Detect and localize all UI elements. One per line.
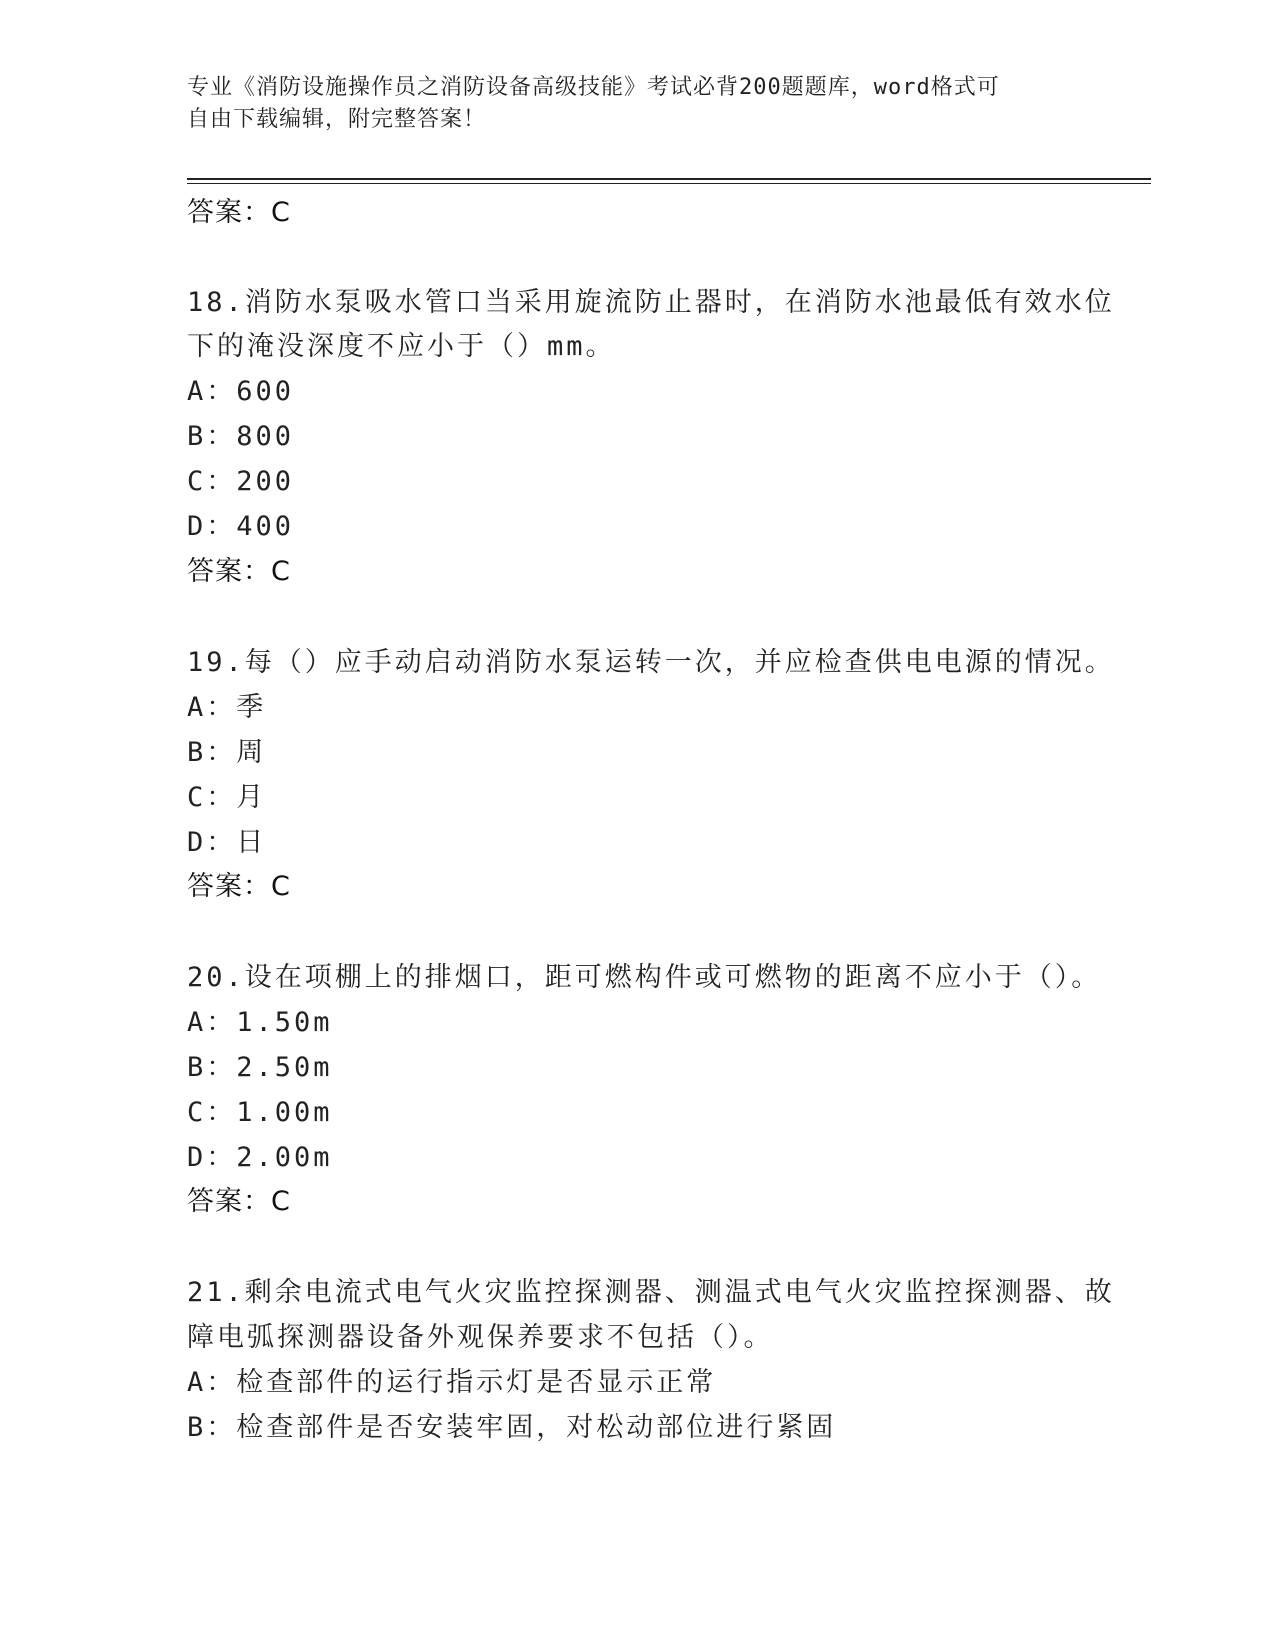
- question-20-stem-line-1: 20.设在项棚上的排烟口，距可燃构件或可燃物的距离不应小于（）。: [187, 962, 1102, 993]
- question-19-option-b: B：周: [187, 737, 267, 768]
- header-rule-thin: [187, 183, 1151, 184]
- question-21-stem-line-1: 21.剩余电流式电气火灾监控探测器、测温式电气火灾监控探测器、故: [187, 1277, 1115, 1308]
- question-20-option-a: A：1.50m: [187, 1007, 333, 1038]
- question-19-option-d: D：日: [187, 827, 267, 858]
- question-18-option-d: D：400: [187, 511, 295, 542]
- question-20-answer: 答案：C: [187, 1186, 291, 1217]
- question-21-option-a: A：检查部件的运行指示灯是否显示正常: [187, 1367, 717, 1398]
- question-18-option-b: B：800: [187, 421, 295, 452]
- question-19-option-a: A：季: [187, 692, 267, 723]
- answer-line: 答案：C: [187, 197, 291, 228]
- question-18-stem-line-1: 18.消防水泵吸水管口当采用旋流防止器时，在消防水池最低有效水位: [187, 287, 1115, 318]
- question-18-option-c: C：200: [187, 466, 295, 497]
- question-20-option-b: B：2.50m: [187, 1052, 333, 1083]
- question-21-stem-line-2: 障电弧探测器设备外观保养要求不包括（）。: [187, 1322, 774, 1353]
- header-rule-thick: [187, 178, 1151, 180]
- question-20-option-d: D：2.00m: [187, 1142, 333, 1173]
- question-19-answer: 答案：C: [187, 871, 291, 902]
- document-header: [187, 72, 1067, 136]
- question-18-stem-line-2: 下的淹没深度不应小于（）mm。: [187, 331, 616, 362]
- question-21-option-b: B：检查部件是否安装牢固，对松动部位进行紧固: [187, 1412, 837, 1443]
- question-18-option-a: A：600: [187, 376, 295, 407]
- question-19-option-c: C：月: [187, 782, 267, 813]
- question-19-stem-line-1: 19.每（）应手动启动消防水泵运转一次，并应检查供电电源的情况。: [187, 647, 1115, 678]
- header-line-2: 自由下载编辑，附完整答案！: [187, 107, 487, 132]
- question-20-option-c: C：1.00m: [187, 1097, 333, 1128]
- header-line-1: 专业《消防设施操作员之消防设备高级技能》考试必背200题题库，word格式可: [187, 75, 1000, 100]
- question-18-answer: 答案：C: [187, 556, 291, 587]
